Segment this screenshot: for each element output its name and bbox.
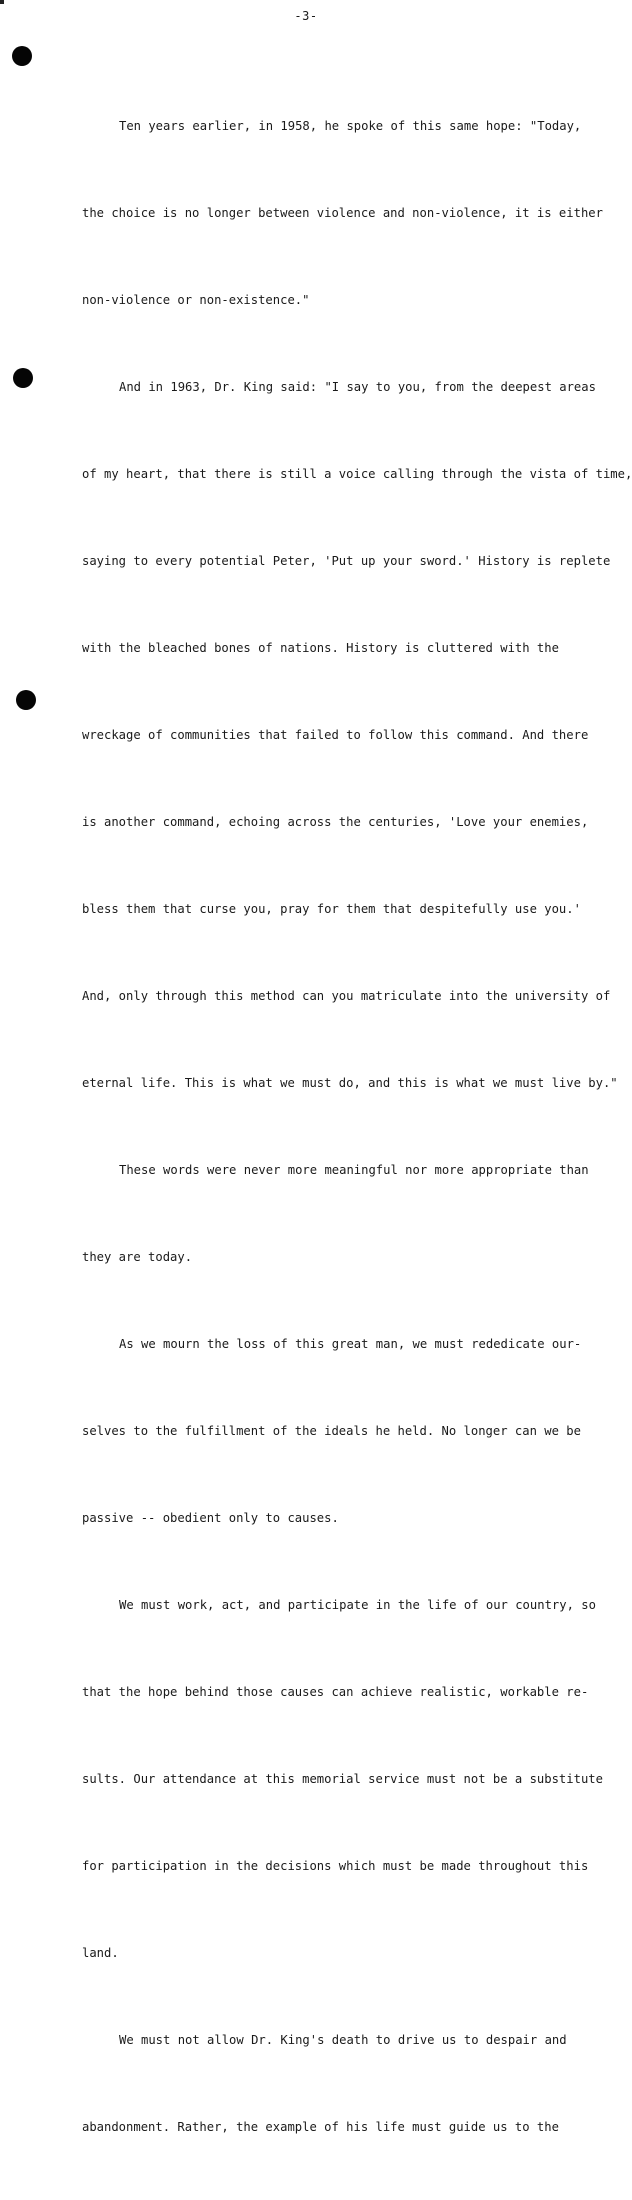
text-line: is another command, echoing across the centuries, 'Love your enemies, bbox=[82, 815, 589, 829]
text-line: saying to every potential Peter, 'Put up your sword.' History is replete bbox=[82, 554, 611, 568]
text-line: selves to the fulfillment of the ideals he held. No longer can we be bbox=[82, 1424, 581, 1438]
binder-hole-middle bbox=[13, 368, 33, 388]
page-number: -3- bbox=[294, 9, 318, 23]
text-line: We must not allow Dr. King's death to drive us to despair and bbox=[119, 2033, 567, 2047]
text-line: the choice is no longer between violence and non-violence, it is either bbox=[82, 206, 603, 220]
binder-hole-top bbox=[12, 46, 32, 66]
text-line: they are today. bbox=[82, 1250, 193, 1264]
text-line: with the bleached bones of nations. History is cluttered with the bbox=[82, 641, 559, 655]
text-line: of my heart, that there is still a voice calling through the vista of time, bbox=[82, 467, 632, 481]
text-line: passive -- obedient only to causes. bbox=[82, 1511, 339, 1525]
text-line: And in 1963, Dr. King said: "I say to you, from the deepest areas bbox=[119, 380, 596, 394]
text-line: These words were never more meaningful nor more appropriate than bbox=[119, 1163, 589, 1177]
binder-hole-bottom bbox=[16, 690, 36, 710]
text-line: And, only through this method can you matriculate into the university of bbox=[82, 989, 611, 1003]
text-line: We must work, act, and participate in the life of our country, so bbox=[119, 1598, 596, 1612]
text-line: abandonment. Rather, the example of his life must guide us to the bbox=[82, 2120, 559, 2134]
text-line: that the hope behind those causes can achieve realistic, workable re- bbox=[82, 1685, 589, 1699]
text-line: bless them that curse you, pray for them that despitefully use you.' bbox=[82, 902, 581, 916]
text-line: wreckage of communities that failed to follow this command. And there bbox=[82, 728, 589, 742]
body-text bbox=[82, 54, 632, 2200]
text-line: eternal life. This is what we must do, and this is what we must live by." bbox=[82, 1076, 618, 1090]
text-line: for participation in the decisions which must be made throughout this bbox=[82, 1859, 589, 1873]
text-line: As we mourn the loss of this great man, we must rededicate our- bbox=[119, 1337, 582, 1351]
text-line: sults. Our attendance at this memorial service must not be a substitute bbox=[82, 1772, 603, 1786]
text-line: Ten years earlier, in 1958, he spoke of this same hope: "Today, bbox=[119, 119, 582, 133]
scan-mark bbox=[0, 0, 4, 4]
text-line: non-violence or non-existence." bbox=[82, 293, 310, 307]
text-line: land. bbox=[82, 1946, 119, 1960]
